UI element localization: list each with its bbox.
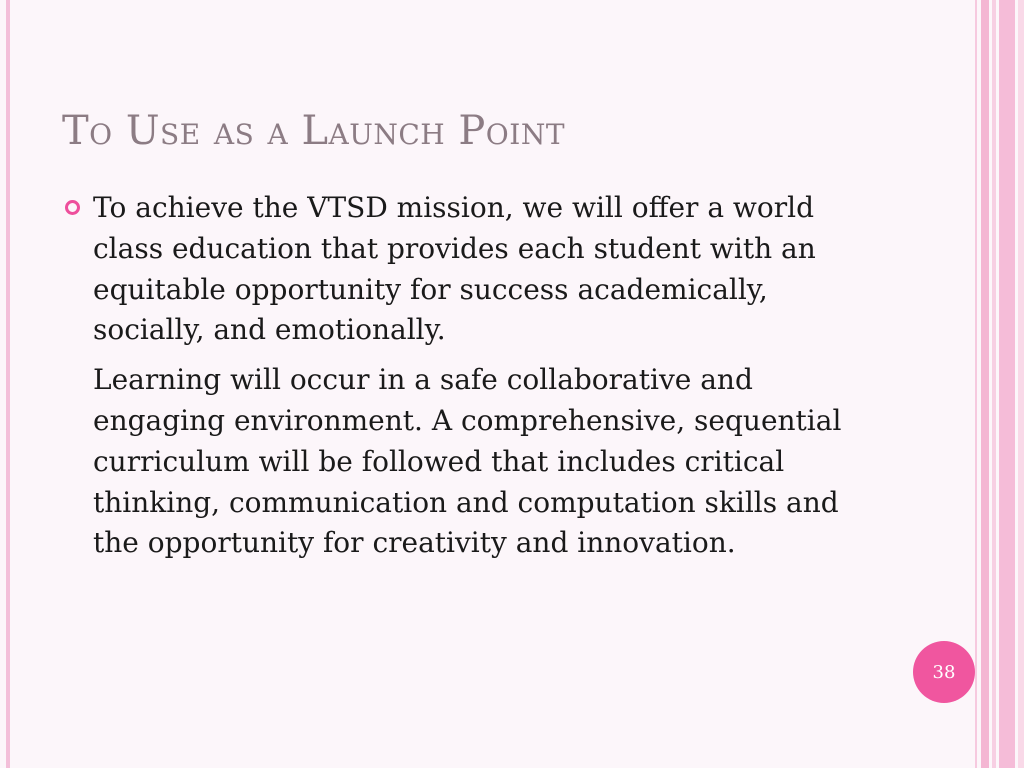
right-stripe-decoration bbox=[1018, 0, 1024, 768]
right-stripe-decoration bbox=[992, 0, 996, 768]
slide-body bbox=[62, 188, 862, 573]
right-stripe-decoration bbox=[999, 0, 1015, 768]
page-number-badge bbox=[913, 641, 975, 703]
paragraph-text: To achieve the VTSD mission, we will offer a world class education that provides each student with an equitable opportunity for success academically, socially, and emotionally. bbox=[93, 191, 816, 347]
bullet-icon bbox=[65, 200, 80, 215]
paragraph-text: Learning will occur in a safe collaborative and engaging environment. A comprehensive, sequential curriculum will be followed that includes critical thinking, communication and computation skills and the opportunity for creativity and innovation. bbox=[93, 363, 842, 560]
slide-title: To Use as a Launch Point bbox=[62, 108, 565, 154]
left-border-decoration bbox=[6, 0, 10, 768]
continuation-paragraph bbox=[62, 360, 862, 564]
bullet-paragraph bbox=[62, 188, 862, 351]
right-stripe-decoration bbox=[975, 0, 977, 768]
right-stripe-decoration bbox=[981, 0, 989, 768]
page-number: 38 bbox=[932, 661, 956, 683]
